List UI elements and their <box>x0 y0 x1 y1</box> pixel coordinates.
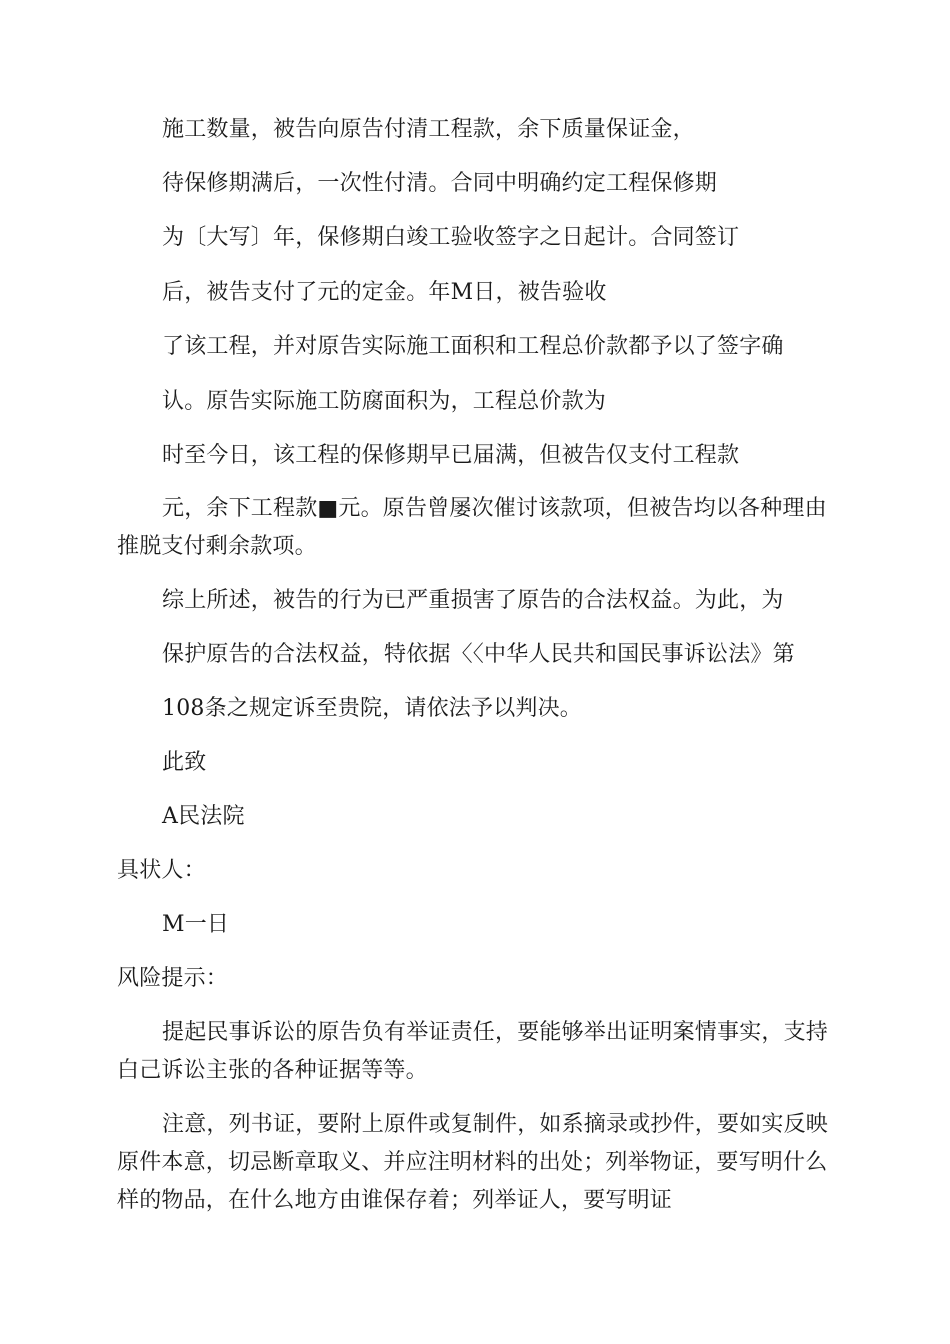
paragraph-line: 白己诉讼主张的各种证据等等。 <box>117 1058 428 1083</box>
plaintiff-signature-label: 具状人： <box>117 858 206 883</box>
paragraph-line: 注意，列书证，要附上原件或复制件，如系摘录或抄件，要如实反映 <box>162 1112 829 1137</box>
paragraph-line: 推脱支付剩余款项。 <box>117 534 317 559</box>
paragraph-line: 108条之规定诉至贵院，请依法予以判决。 <box>162 696 582 721</box>
paragraph-line: 提起民事诉讼的原告负有举证责任，要能够举出证明案情事实，支持 <box>162 1020 829 1045</box>
paragraph-line: 待保修期满后，一次性付清。合同中明确约定工程保修期 <box>162 171 718 196</box>
paragraph-line: 施工数量，被告向原告付清工程款，余下质量保证金， <box>162 117 695 142</box>
court-addressee: A民法院 <box>162 804 245 829</box>
paragraph-line: 后，被告支付了元的定金。年M日，被告验收 <box>162 280 607 305</box>
paragraph-line: 样的物品，在什么地方由谁保存着；列举证人，要写明证 <box>117 1188 673 1213</box>
date-line: M一日 <box>162 912 230 937</box>
paragraph-line: 认。原告实际施工防腐面积为，工程总价款为 <box>162 389 607 414</box>
paragraph-line: 元，余下工程款■元。原告曾屡次催讨该款项，但被告均以各种理由 <box>162 496 827 521</box>
paragraph-line: 综上所述，被告的行为已严重损害了原告的合法权益。为此，为 <box>162 588 784 613</box>
paragraph-line: 保护原告的合法权益，特依据〈〈中华人民共和国民事诉讼法》第 <box>162 642 795 667</box>
paragraph-line: 为〔大写〕年，保修期白竣工验收签字之日起计。合同签订 <box>162 225 740 250</box>
paragraph-line: 时至今日，该工程的保修期早已届满，但被告仅支付工程款 <box>162 443 740 468</box>
paragraph-line: 原件本意，切忌断章取义、并应注明材料的出处；列举物证，要写明什么 <box>117 1150 828 1175</box>
closing-salutation: 此致 <box>162 750 207 775</box>
paragraph-line: 了该工程，并对原告实际施工面积和工程总价款都予以了签字确 <box>162 334 784 359</box>
risk-notice-heading: 风险提示： <box>117 966 229 991</box>
